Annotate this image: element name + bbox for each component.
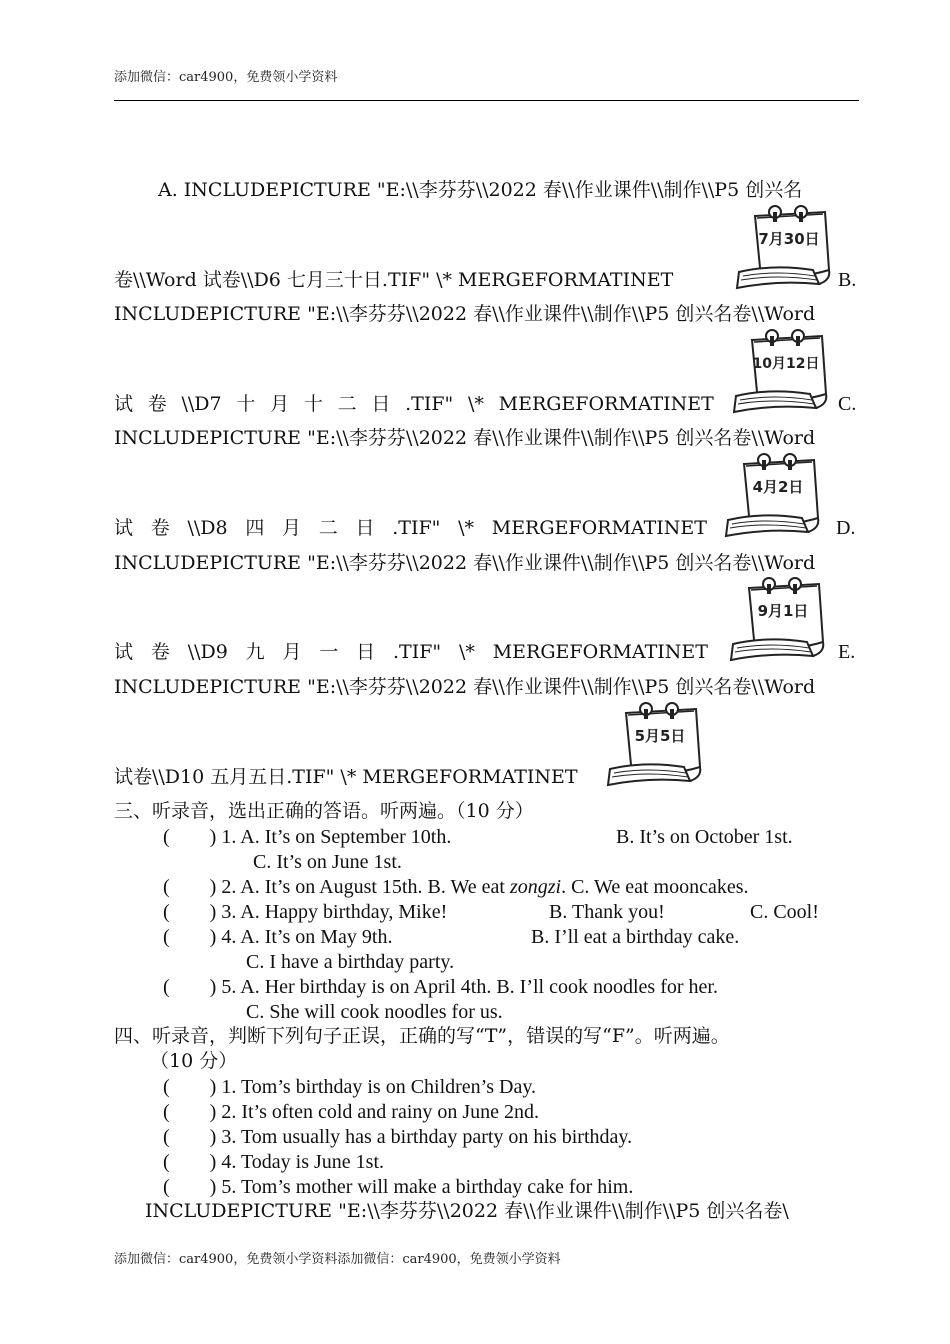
answer-paren[interactable]: ( )	[163, 976, 217, 998]
section3-question-2: ( ) 2. A. It’s on August 15th. B. We eat zongzi. C. We eat mooncakes.	[163, 876, 749, 898]
word: \\D9	[187, 641, 228, 663]
picture-d-line1: INCLUDEPICTURE "E:\\李芬芬\\2022 春\\作业课件\\制作\\P5 创兴名卷\\Word	[114, 552, 816, 574]
picture-b-line2	[114, 392, 714, 416]
section3-title: 三、听录音，选出正确的答语。听两遍。（10 分）	[114, 800, 534, 822]
option-b: B. It’s on October 1st.	[616, 826, 793, 848]
answer-paren[interactable]: ( )	[163, 1076, 217, 1098]
word: 卷	[147, 393, 167, 415]
calendar-image-1	[733, 200, 833, 292]
picture-a-line1: A. INCLUDEPICTURE "E:\\李芬芬\\2022 春\\作业课件\\制作\\P5 创兴名	[158, 179, 803, 201]
section3-question-3: ( ) 3. A. Happy birthday, Mike!	[163, 901, 448, 923]
word: 二	[318, 517, 338, 539]
word: 四	[245, 517, 265, 539]
word: \*	[467, 393, 484, 415]
picture-b-label: B.	[838, 269, 857, 291]
word: 一	[319, 641, 339, 663]
word: 九	[245, 641, 265, 663]
word: \\D8	[187, 517, 228, 539]
option-b: B. Thank you!	[549, 901, 665, 923]
picture-c-line2	[114, 516, 707, 540]
page-header: 添加微信：car4900，免费领小学资料	[114, 70, 338, 85]
picture-d-label: D.	[836, 517, 856, 539]
word: MERGEFORMATINET	[492, 641, 708, 663]
answer-paren[interactable]: ( )	[163, 876, 217, 898]
word: \\D7	[181, 393, 222, 415]
word: .TIF"	[405, 393, 454, 415]
answer-paren[interactable]: ( )	[163, 1101, 217, 1123]
word: 试	[114, 393, 134, 415]
word: .TIF"	[393, 641, 442, 663]
option-a: A. Happy birthday, Mike!	[240, 901, 448, 923]
section4-item-3: ( ) 3. Tom usually has a birthday party on his birthday.	[163, 1126, 633, 1148]
picture-b-line1: INCLUDEPICTURE "E:\\李芬芬\\2022 春\\作业课件\\制作\\P5 创兴名卷\\Word	[114, 303, 816, 325]
word: 试	[114, 517, 134, 539]
calendar-image-3	[722, 448, 822, 540]
picture-c-label: C.	[838, 393, 857, 415]
option-a: A. It’s on May 9th.	[240, 926, 393, 948]
picture-e-line1: INCLUDEPICTURE "E:\\李芬芬\\2022 春\\作业课件\\制作\\P5 创兴名卷\\Word	[114, 676, 816, 698]
word: .TIF"	[392, 517, 441, 539]
word: 月	[282, 517, 302, 539]
word: 试	[114, 641, 134, 663]
picture-c-line1: INCLUDEPICTURE "E:\\李芬芬\\2022 春\\作业课件\\制作\\P5 创兴名卷\\Word	[114, 427, 816, 449]
word: 二	[337, 393, 357, 415]
option-b: B. I’ll eat a birthday cake.	[531, 926, 740, 948]
picture-a-line2: 卷\\Word 试卷\\D6 七月三十日.TIF" \* MERGEFORMATINET	[114, 269, 674, 291]
page-footer: 添加微信：car4900，免费领小学资料添加微信：car4900，免费领小学资料	[114, 1252, 561, 1267]
section4-item-4: ( ) 4. Today is June 1st.	[163, 1151, 385, 1173]
answer-paren[interactable]: ( )	[163, 901, 217, 923]
calendar-date: 4月2日	[752, 478, 804, 496]
picture-d-line2	[114, 640, 708, 664]
section4-item-1: ( ) 1. Tom’s birthday is on Children’s Day.	[163, 1076, 537, 1098]
option-c: C. We eat mooncakes.	[571, 876, 749, 898]
answer-paren[interactable]: ( )	[163, 1151, 217, 1173]
answer-paren[interactable]: ( )	[163, 1176, 217, 1198]
word: 十	[303, 393, 323, 415]
calendar-date: 7月30日	[758, 230, 820, 248]
option-c: C. I have a birthday party.	[246, 951, 455, 973]
answer-paren[interactable]: ( )	[163, 926, 217, 948]
option-c: C. Cool!	[750, 901, 819, 923]
section3-question-5: ( ) 5. A. Her birthday is on April 4th. B. I’ll cook noodles for her.	[163, 976, 718, 998]
section4-item-2: ( ) 2. It’s often cold and rainy on June 2nd.	[163, 1101, 540, 1123]
answer-paren[interactable]: ( )	[163, 1126, 217, 1148]
word: 日	[371, 393, 391, 415]
word: 卷	[150, 517, 170, 539]
word: MERGEFORMATINET	[491, 517, 707, 539]
option-b: B. We eat zongzi.	[427, 876, 567, 898]
option-c: C. She will cook noodles for us.	[246, 1001, 503, 1023]
option-a: A. Her birthday is on April 4th.	[240, 976, 492, 998]
picture-e-label: E.	[838, 641, 856, 663]
option-b: B. I’ll cook noodles for her.	[496, 976, 718, 998]
word: \*	[458, 517, 475, 539]
option-a: A. It’s on September 10th.	[240, 826, 452, 848]
header-divider	[114, 100, 859, 101]
calendar-image-5	[604, 697, 704, 789]
calendar-image-4	[727, 572, 827, 664]
word: 月	[270, 393, 290, 415]
picture-e-line2: 试卷\\D10 五月五日.TIF" \* MERGEFORMATINET	[114, 766, 578, 788]
section4-title: 四、听录音，判断下列句子正误，正确的写“T”，错误的写“F”。听两遍。	[114, 1025, 730, 1047]
calendar-date: 9月1日	[757, 602, 809, 620]
word: 十	[236, 393, 256, 415]
calendar-date: 5月5日	[634, 727, 686, 745]
calendar-date: 10月12日	[752, 356, 820, 372]
section4-item-5: ( ) 5. Tom’s mother will make a birthday cake for him.	[163, 1176, 634, 1198]
section3-question-1: ( ) 1. A. It’s on September 10th.	[163, 826, 452, 848]
word: 日	[355, 517, 375, 539]
answer-paren[interactable]: ( )	[163, 826, 217, 848]
word: MERGEFORMATINET	[498, 393, 714, 415]
option-c: C. It’s on June 1st.	[253, 851, 402, 873]
word: 日	[356, 641, 376, 663]
trailing-field-code: INCLUDEPICTURE "E:\\李芬芬\\2022 春\\作业课件\\制作\\P5 创兴名卷\	[145, 1200, 789, 1222]
word: \*	[458, 641, 475, 663]
calendar-image-2	[730, 324, 830, 416]
section4-score: （10 分）	[150, 1050, 238, 1072]
word: 月	[282, 641, 302, 663]
word: 卷	[150, 641, 170, 663]
section3-question-4: ( ) 4. A. It’s on May 9th.	[163, 926, 393, 948]
option-a: A. It’s on August 15th.	[240, 876, 423, 898]
